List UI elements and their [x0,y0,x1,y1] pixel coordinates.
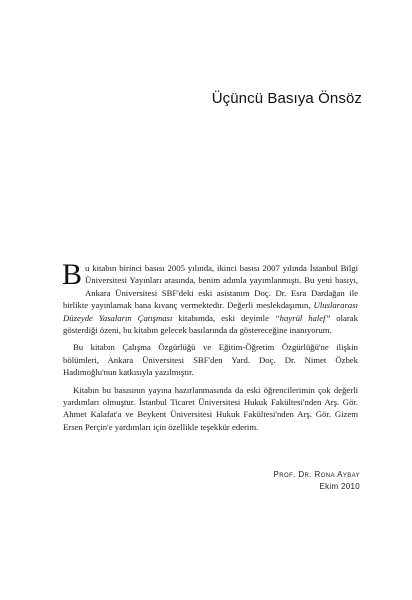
preface-body [62,258,358,438]
paragraph-1-text-c: olarak gösterdiği özeni, bu kitabın gelecek basılarında da göstereceğine inanıyorum. [63,312,358,336]
paragraph-3: Kitabın bu basısının yayına hazırlanmasında da eski öğrencilerimin çok değerli yardımları olmuştur. İstanbul Ticaret Üniversitesi Hukuk Fakültesi'nden Arş. Gör. Ahmet Kalafat'a ve Beykent Üniversitesi Hukuk Fakültesi'nden Arş. Gör. Gizem Ersen Perçin'e yardımları için özellikle teşekkür ederim. [63,384,358,432]
paragraph-1 [62,258,358,336]
quote-italic: “hayrül halef” [274,312,331,323]
signature-block [274,469,360,493]
paragraph-1-text-b: kitabımda, eski deyimle [172,312,275,323]
paragraph-2: Bu kitabın Çalışma Özgürlüğü ve Eğitim-Öğretim Özgürlüğü'ne ilişkin bölümleri, Ankara Üniversitesi SBF'den Yard. Doç. Dr. Nimet Özbek Hadimoğlu'nun katkısıyla yazılmıştır. [63,342,358,378]
drop-cap: B [62,258,83,291]
signature-name: Prof. Dr. Rona Aybay [273,470,360,479]
paragraph-1-text-a: u kitabın birinci basısı 2005 yılında, ikinci basısı 2007 yılında İstanbul Bilgi Üniversitesi Yayınları arasında, benim adımla yayımlanmıştı. Bu yeni basıyı, Ankara Üniversitesi SBF'deki eski asistanım Doç. Dr. Esra Dardağan ile birlikte yayınlamak bana kıvanç vermektedir. Değerli meslekdaşımın, [63,263,358,311]
signature-date: Ekim 2010 [319,482,360,491]
book-title-italic: Uluslararası Düzeyde Yasaların Çatışması [63,300,358,323]
page-title: Üçüncü Basıya Önsöz [211,90,362,107]
